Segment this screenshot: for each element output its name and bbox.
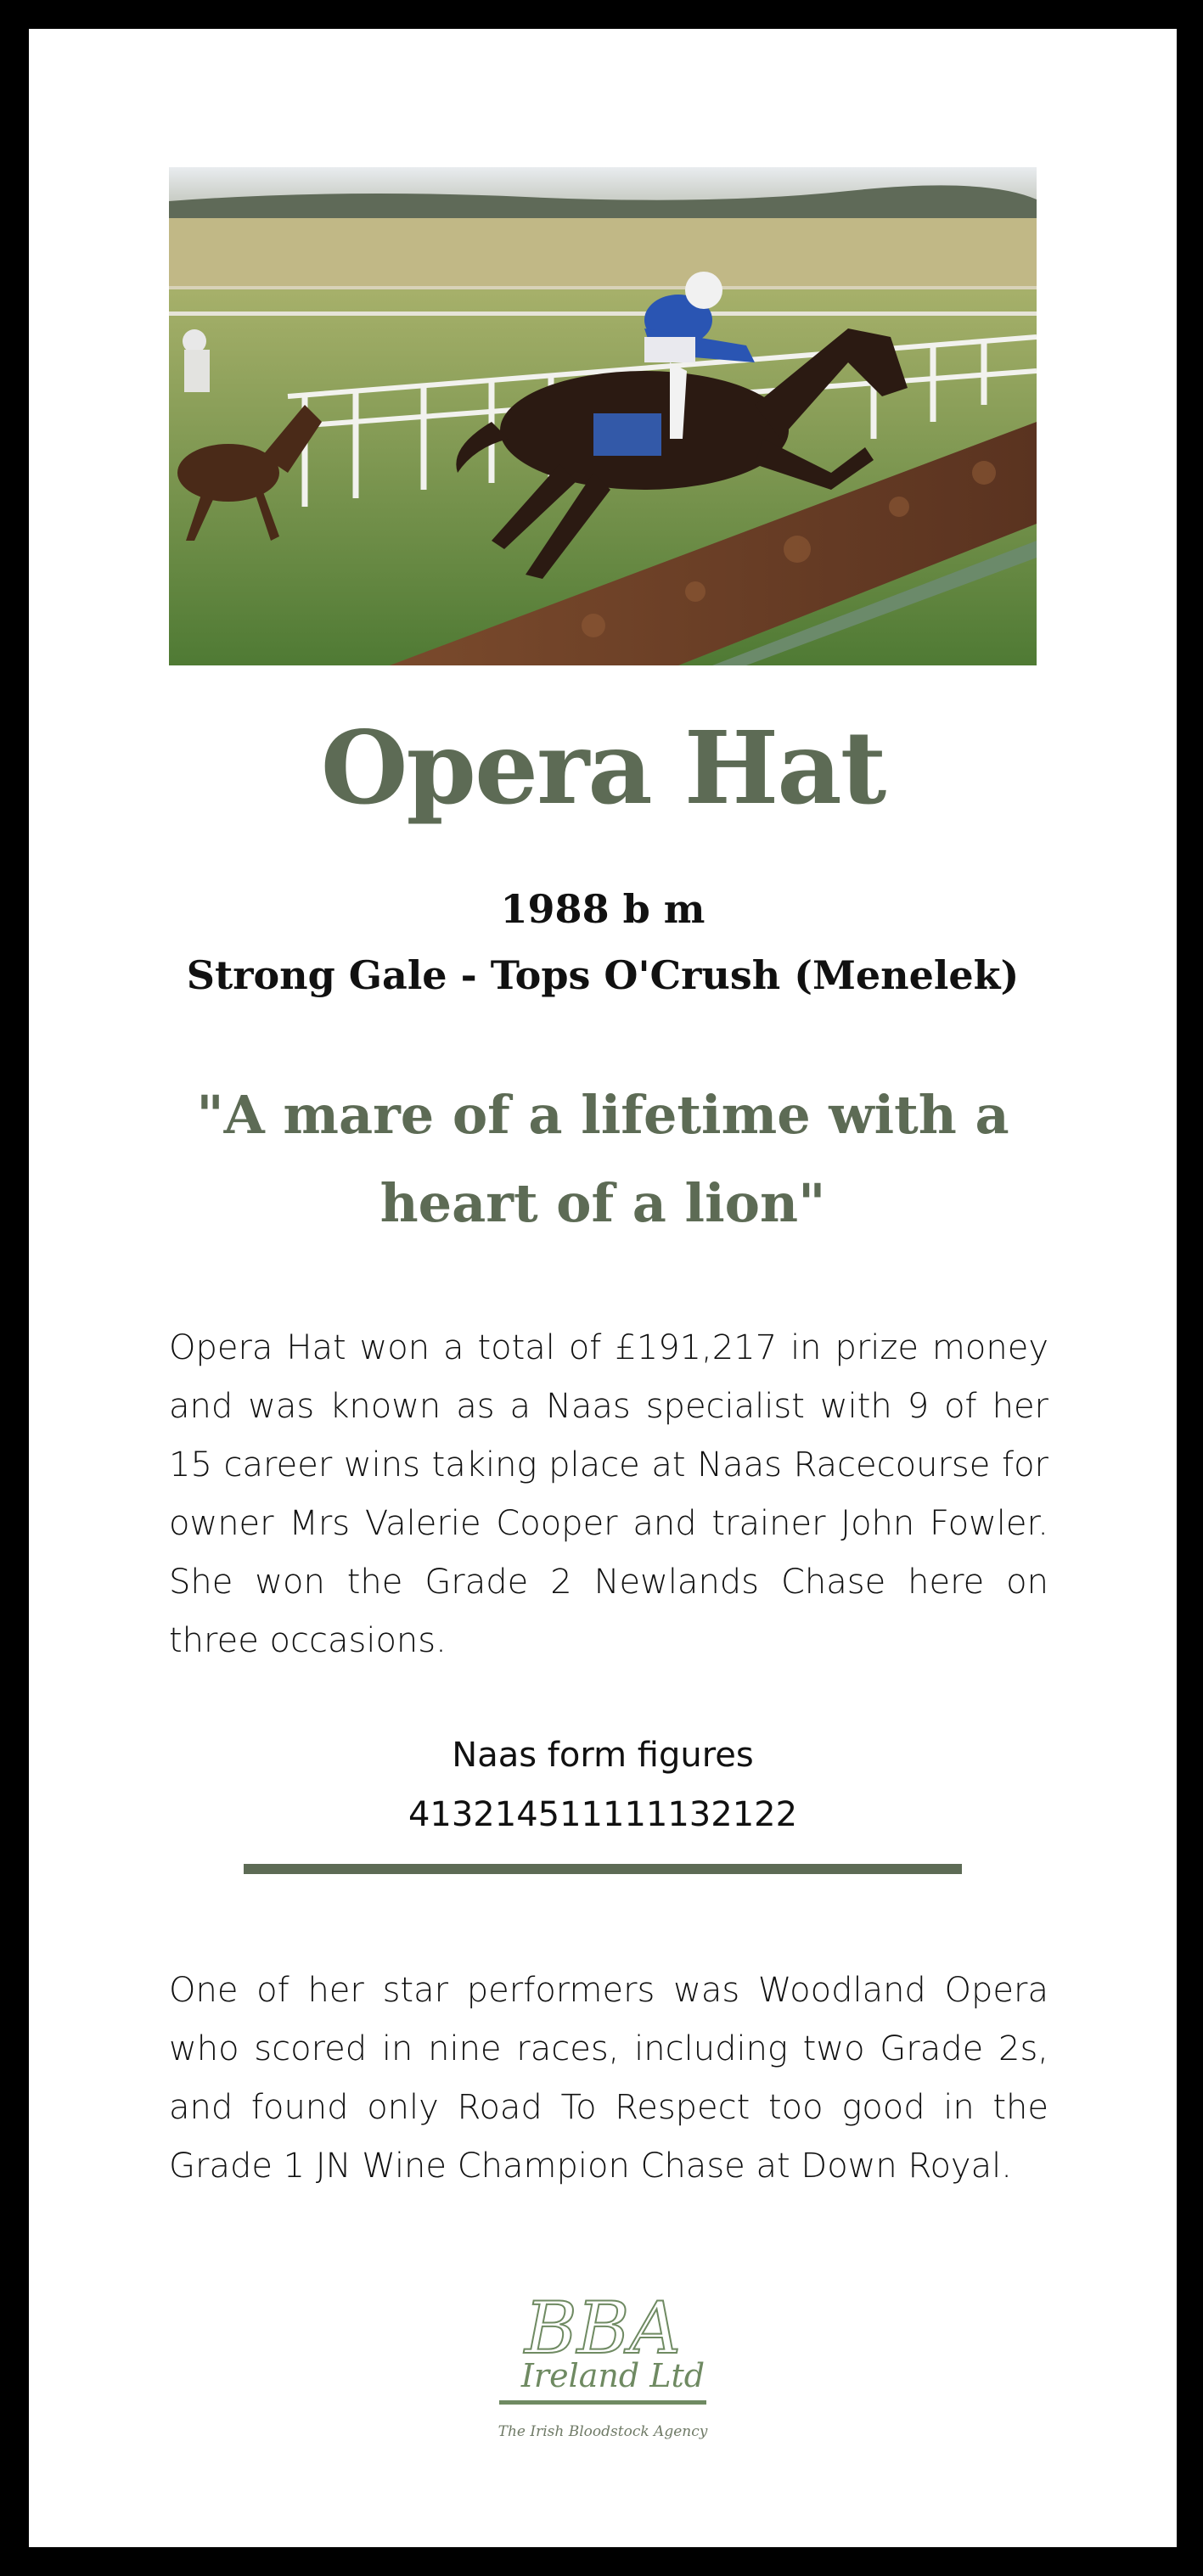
foaling-details: 1988 b m	[500, 886, 705, 932]
pedigree-line: Strong Gale - Tops O'Crush (Menelek)	[186, 952, 1020, 998]
jump-photo	[169, 167, 1037, 665]
svg-text:BBA: BBA	[524, 2287, 682, 2370]
progeny-paragraph: One of her star performers was Woodland Opera who scored in nine races, including two Grade 2s, and found only Road To Respect too good in the Grade 1 JN Wine Champion Chase at Down Royal.	[169, 1971, 1048, 2186]
svg-text:The Irish Bloodstock Agency: The Irish Bloodstock Agency	[498, 2423, 708, 2440]
poster-card	[29, 29, 1177, 2547]
tribute-quote: "A mare of a lifetime with a heart of a lion"	[196, 1084, 1009, 1234]
horse-jump-image	[169, 167, 1037, 665]
career-summary-paragraph: Opera Hat won a total of £191,217 in prize money and was known as a Naas specialist with 9 of her 15 career wins taking place at Naas Racecourse for owner Mrs Valerie Cooper and trainer John Fowler. She won the Grade 2 Newlands Chase here on three occasions.	[169, 1328, 1048, 1660]
form-figures-value: 413214511111132122	[408, 1795, 798, 1834]
section-divider	[244, 1864, 962, 1874]
bba-ireland-logo	[486, 2278, 720, 2450]
horse-name-title: Opera Hat	[320, 709, 885, 827]
svg-text:Ireland Ltd: Ireland Ltd	[520, 2357, 705, 2394]
form-figures-label: Naas form figures	[452, 1736, 754, 1775]
